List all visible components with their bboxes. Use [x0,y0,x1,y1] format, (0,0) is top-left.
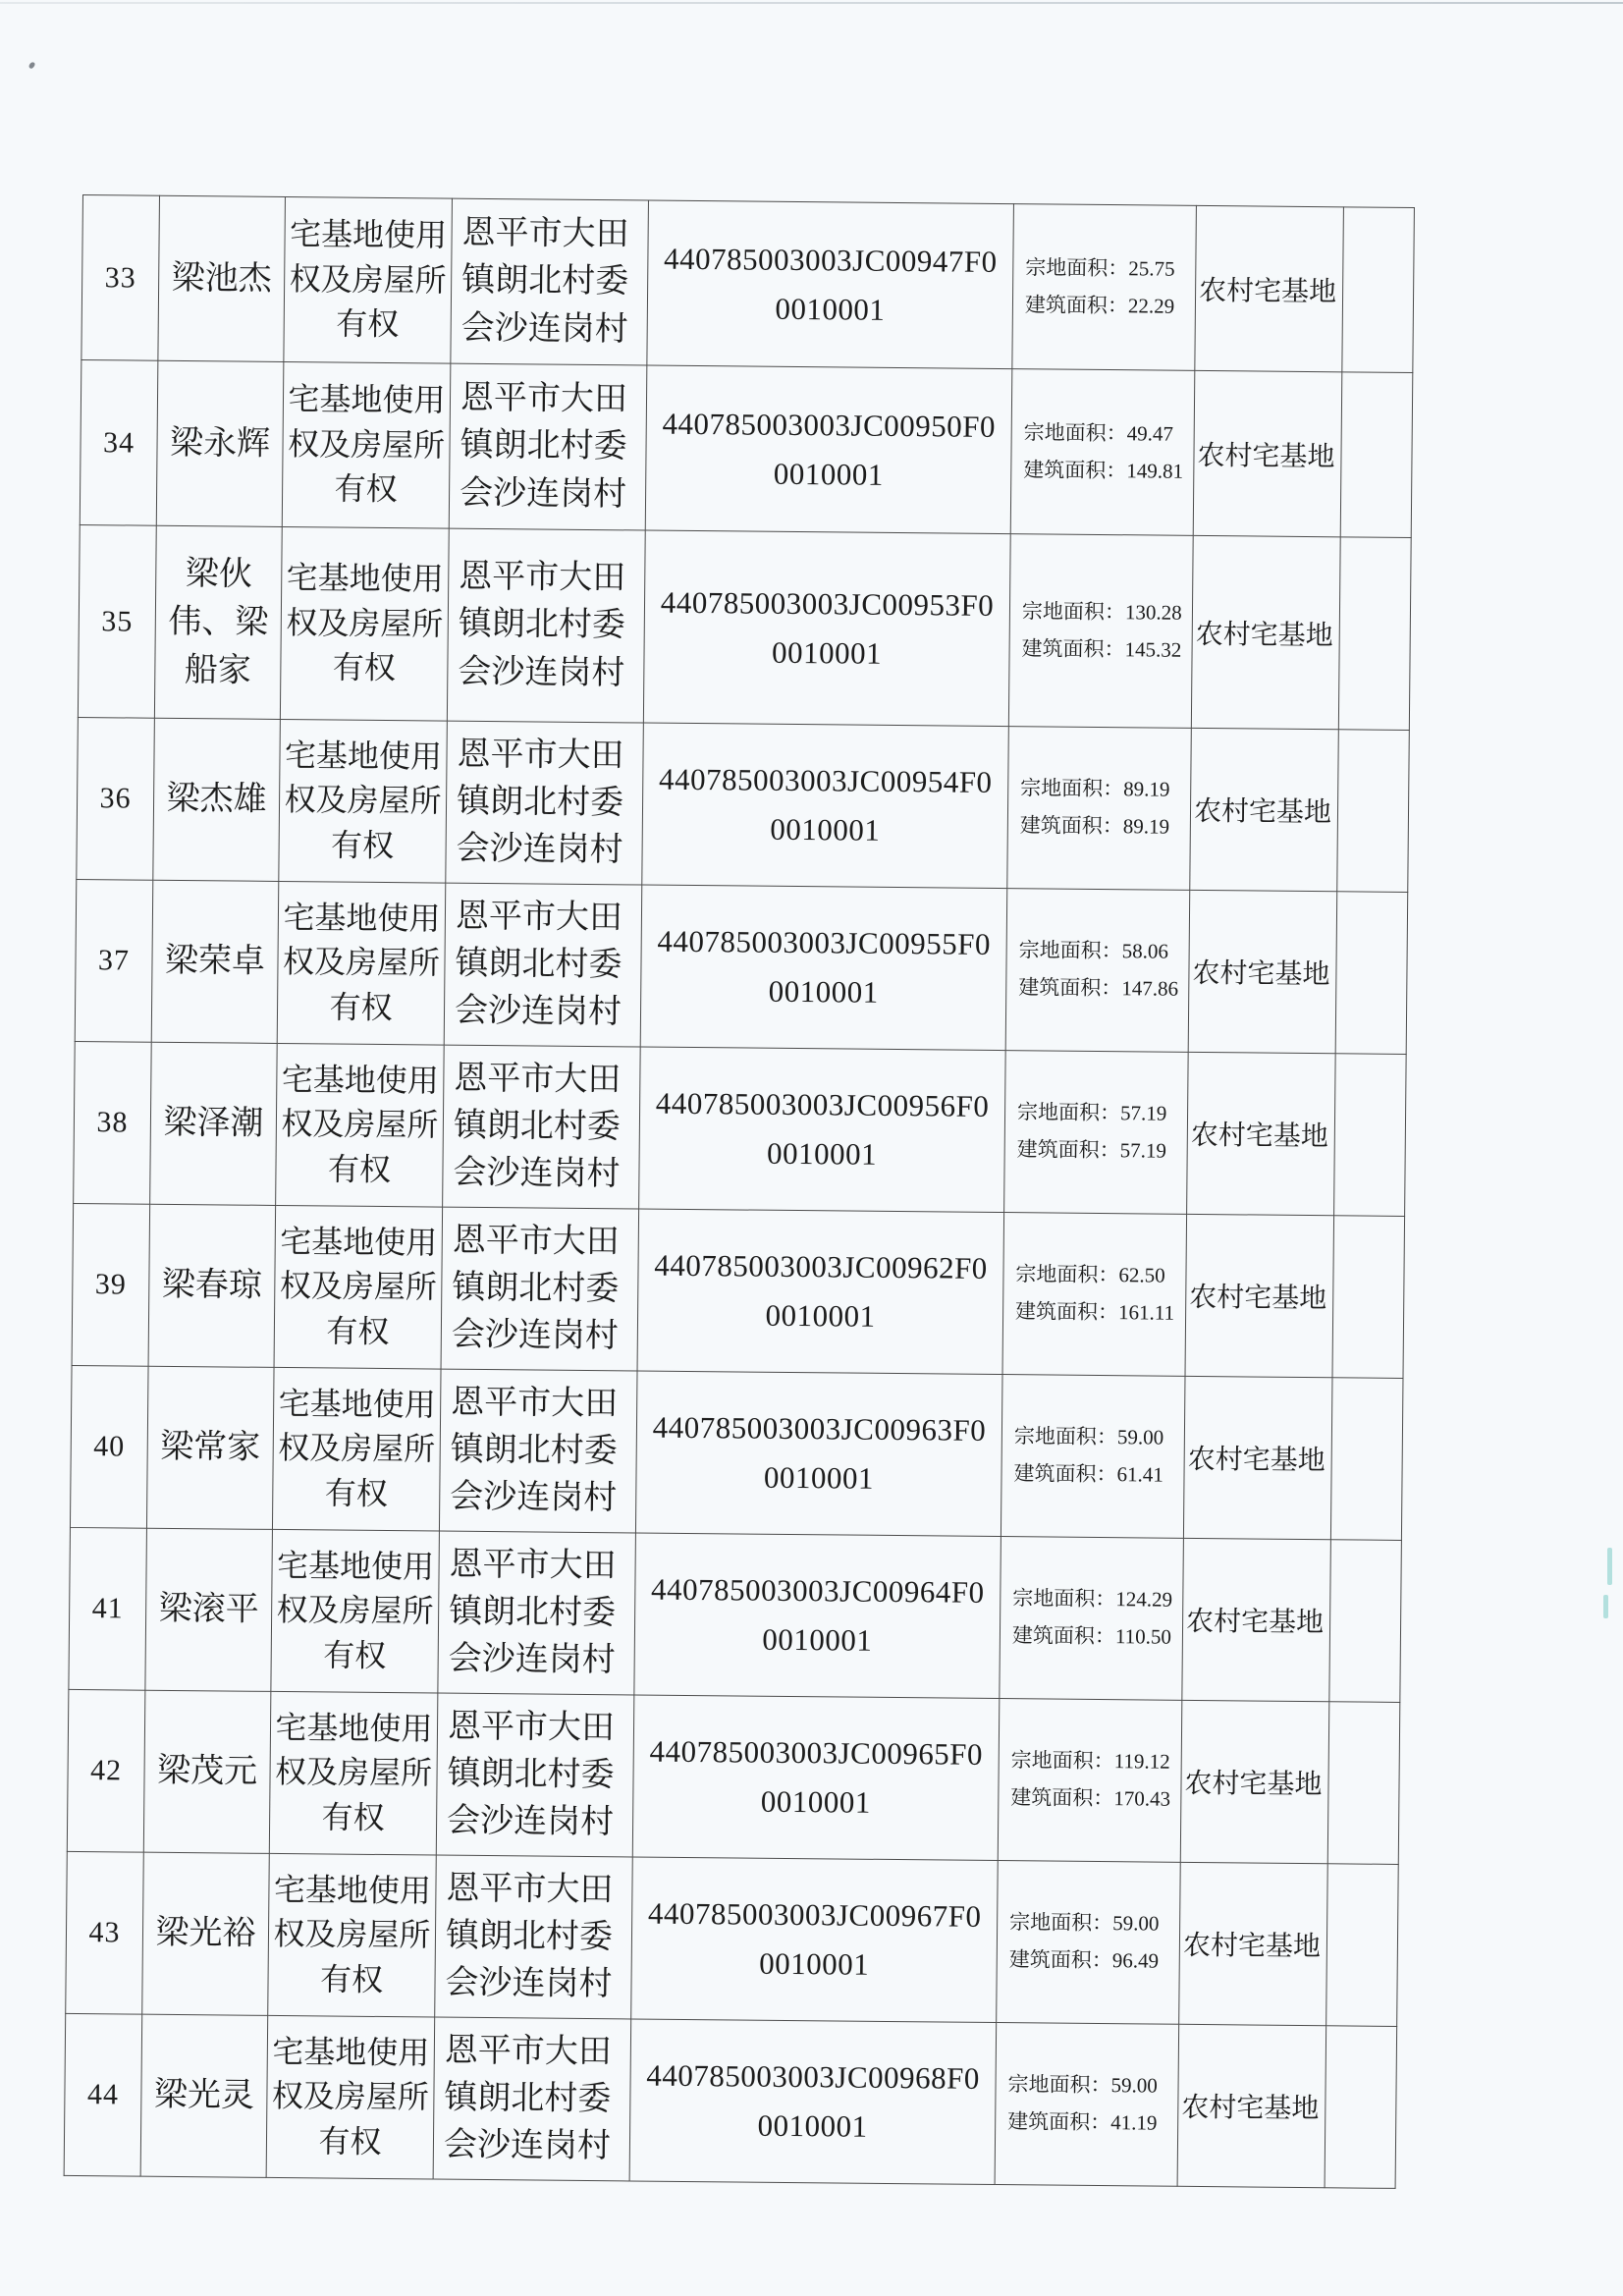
cell-owner-name: 梁光裕 [142,1852,270,2015]
cell-purpose: 农村宅基地 [1183,1376,1332,1539]
scan-mark-cyan [1607,1548,1612,1585]
cell-serial-number: 41 [69,1527,147,1690]
cell-empty [1338,537,1411,731]
cell-areas [1005,889,1190,1053]
cell-serial-number: 37 [75,879,153,1042]
table-row [72,1203,1405,1378]
cell-purpose: 农村宅基地 [1188,890,1337,1053]
cell-parcel-number: 440785003003JC00967F00010001 [631,1857,999,2023]
cell-location: 恩平市大田镇朗北村委会沙连岗村 [443,1045,641,1209]
cell-serial-number: 42 [67,1689,145,1852]
cell-areas [1010,369,1195,536]
building-area-value: 161.11 [1118,1300,1175,1325]
cell-right-type: 宅基地使用权及房屋所有权 [282,361,451,528]
cell-parcel-number: 440785003003JC00947F00010001 [647,200,1014,369]
plot-area-label: 宗地面积： [1009,1910,1113,1936]
building-area-label: 建筑面积： [1015,1299,1119,1325]
building-area-value: 147.86 [1121,976,1179,1001]
land-register-table [64,194,1414,2189]
cell-areas [1001,1375,1185,1539]
plot-area-label: 宗地面积： [1007,2072,1111,2098]
plot-area-value: 119.12 [1113,1749,1170,1774]
cell-purpose: 农村宅基地 [1193,370,1342,536]
cell-purpose: 农村宅基地 [1187,1052,1336,1215]
cell-location: 恩平市大田镇朗北村委会沙连岗村 [439,1369,637,1533]
plot-area-value: 62.50 [1118,1263,1165,1287]
cell-empty [1334,1054,1407,1217]
building-area-label: 建筑面积： [1010,1785,1114,1811]
cell-empty [1342,207,1415,373]
plot-area-label: 宗地面积： [1025,254,1129,280]
cell-empty [1330,1378,1403,1541]
table-row [75,879,1408,1054]
cell-areas [1012,204,1197,371]
cell-empty [1326,1864,1399,2027]
building-area-label: 建筑面积： [1007,2109,1111,2135]
cell-location: 恩平市大田镇朗北村委会沙连岗村 [451,198,649,365]
plot-area-label: 宗地面积： [1018,938,1122,963]
cell-right-type: 宅基地使用权及房屋所有权 [269,1691,438,1855]
cell-purpose: 农村宅基地 [1182,1538,1331,1701]
plot-area-value: 59.00 [1110,2073,1158,2098]
cell-location: 恩平市大田镇朗北村委会沙连岗村 [447,528,645,723]
cell-owner-name: 梁春琼 [148,1204,276,1367]
cell-purpose: 农村宅基地 [1195,205,1344,371]
building-area-value: 110.50 [1114,1624,1172,1649]
cell-location: 恩平市大田镇朗北村委会沙连岗村 [446,721,644,885]
cell-right-type: 宅基地使用权及房屋所有权 [280,526,449,721]
cell-areas [997,1861,1181,2025]
cell-empty [1337,730,1410,893]
table-row [74,1041,1407,1216]
cell-purpose: 农村宅基地 [1191,535,1340,729]
plot-area-value: 25.75 [1128,255,1175,281]
cell-right-type: 宅基地使用权及房屋所有权 [284,196,453,363]
building-area-label: 建筑面积： [1019,813,1123,839]
plot-area-value: 49.47 [1126,420,1174,446]
cell-areas [1000,1537,1184,1701]
building-area-label: 建筑面积： [1011,1623,1116,1649]
cell-parcel-number: 440785003003JC00962F00010001 [637,1209,1004,1375]
cell-serial-number: 35 [78,524,156,718]
cell-owner-name: 梁永辉 [156,360,284,526]
cell-right-type: 宅基地使用权及房屋所有权 [279,719,448,883]
cell-owner-name: 梁光灵 [140,2014,268,2177]
cell-parcel-number: 440785003003JC00963F00010001 [635,1371,1002,1537]
plot-area-label: 宗地面积： [1021,598,1126,624]
cell-owner-name: 梁杰雄 [153,718,281,881]
building-area-value: 170.43 [1113,1786,1171,1811]
cell-location: 恩平市大田镇朗北村委会沙连岗村 [435,1855,633,2019]
table-row [70,1365,1403,1540]
building-area-value: 22.29 [1127,293,1175,318]
scan-mark-cyan [1603,1595,1608,1618]
cell-location: 恩平市大田镇朗北村委会沙连岗村 [441,1207,639,1371]
building-area-label: 建筑面积： [1008,1947,1112,1973]
plot-area-label: 宗地面积： [1015,1262,1119,1287]
cell-right-type: 宅基地使用权及房屋所有权 [277,881,446,1045]
cell-owner-name: 梁泽潮 [150,1042,278,1205]
cell-empty [1332,1216,1405,1379]
cell-areas [995,2023,1179,2187]
building-area-value: 61.41 [1116,1462,1163,1487]
cell-serial-number: 33 [81,195,160,361]
plot-area-value: 130.28 [1124,599,1182,625]
cell-serial-number: 34 [80,359,158,525]
cell-serial-number: 39 [72,1203,150,1366]
cell-serial-number: 36 [77,717,155,880]
plot-area-label: 宗地面积： [1023,419,1127,445]
building-area-label: 建筑面积： [1013,1461,1117,1487]
table-row [77,717,1410,892]
cell-location: 恩平市大田镇朗北村委会沙连岗村 [433,2017,631,2181]
cell-location: 恩平市大田镇朗北村委会沙连岗村 [438,1531,636,1695]
cell-parcel-number: 440785003003JC00955F00010001 [640,885,1007,1051]
plot-area-value: 59.00 [1116,1425,1164,1449]
plot-area-value: 89.19 [1123,777,1170,801]
plot-area-value: 59.00 [1112,1911,1160,1936]
building-area-label: 建筑面积： [1023,457,1127,482]
cell-right-type: 宅基地使用权及房屋所有权 [271,1529,440,1693]
cell-right-type: 宅基地使用权及房屋所有权 [276,1043,445,1207]
scan-edge-line [0,2,1623,4]
cell-owner-name: 梁伙伟、梁船家 [154,525,282,719]
plot-area-label: 宗地面积： [1013,1424,1118,1449]
cell-serial-number: 40 [70,1365,148,1528]
cell-areas [1007,727,1192,891]
plot-area-label: 宗地面积： [1016,1100,1121,1125]
cell-purpose: 农村宅基地 [1190,728,1339,891]
cell-empty [1325,2026,1397,2189]
cell-areas [1008,534,1193,729]
table-row [69,1527,1402,1702]
cell-owner-name: 梁常家 [146,1366,274,1529]
cell-purpose: 农村宅基地 [1180,1700,1329,1863]
cell-owner-name: 梁茂元 [143,1690,271,1853]
scan-speck [28,61,36,70]
cell-location: 恩平市大田镇朗北村委会沙连岗村 [444,883,642,1047]
cell-empty [1335,892,1408,1055]
table-row [67,1689,1400,1864]
plot-area-label: 宗地面积： [1020,776,1124,801]
plot-area-value: 58.06 [1121,939,1169,963]
plot-area-value: 57.19 [1119,1101,1167,1125]
cell-right-type: 宅基地使用权及房屋所有权 [266,2015,435,2179]
cell-serial-number: 43 [66,1851,144,2014]
building-area-label: 建筑面积： [1018,975,1122,1001]
cell-location: 恩平市大田镇朗北村委会沙连岗村 [449,363,647,530]
cell-serial-number: 44 [64,2013,142,2176]
cell-parcel-number: 440785003003JC00953F00010001 [643,530,1010,727]
cell-empty [1327,1702,1400,1865]
cell-right-type: 宅基地使用权及房屋所有权 [268,1853,437,2017]
table-row [78,524,1411,730]
cell-owner-name: 梁池杰 [158,195,286,361]
cell-parcel-number: 440785003003JC00954F00010001 [642,723,1009,889]
cell-owner-name: 梁滚平 [145,1528,273,1691]
cell-purpose: 农村宅基地 [1185,1214,1334,1377]
cell-parcel-number: 440785003003JC00965F00010001 [632,1695,1000,1861]
cell-parcel-number: 440785003003JC00964F00010001 [634,1533,1001,1699]
table-row [64,2013,1397,2188]
plot-area-value: 124.29 [1115,1587,1173,1612]
building-area-value: 57.19 [1119,1138,1167,1163]
cell-areas [998,1699,1182,1863]
building-area-label: 建筑面积： [1024,292,1129,317]
cell-purpose: 农村宅基地 [1177,2024,1326,2187]
building-area-value: 89.19 [1122,814,1170,839]
cell-purpose: 农村宅基地 [1179,1862,1328,2025]
cell-right-type: 宅基地使用权及房屋所有权 [274,1205,443,1369]
cell-areas [1002,1213,1187,1377]
plot-area-label: 宗地面积： [1010,1748,1114,1774]
cell-parcel-number: 440785003003JC00956F00010001 [639,1047,1006,1213]
building-area-value: 145.32 [1124,636,1182,662]
cell-empty [1340,372,1413,538]
building-area-value: 149.81 [1126,458,1184,483]
table-row [66,1851,1399,2026]
table-row [81,195,1415,373]
building-area-label: 建筑面积： [1016,1137,1120,1163]
land-register-table-grid [64,194,1415,2189]
plot-area-label: 宗地面积： [1012,1586,1116,1612]
cell-areas [1004,1051,1189,1215]
cell-right-type: 宅基地使用权及房屋所有权 [272,1367,441,1531]
cell-parcel-number: 440785003003JC00968F00010001 [629,2019,997,2185]
cell-empty [1329,1540,1402,1703]
cell-location: 恩平市大田镇朗北村委会沙连岗村 [436,1693,634,1857]
cell-owner-name: 梁荣卓 [151,880,279,1043]
cell-serial-number: 38 [74,1041,152,1204]
cell-parcel-number: 440785003003JC00950F00010001 [645,365,1012,534]
building-area-value: 96.49 [1111,1948,1160,1973]
building-area-value: 41.19 [1110,2110,1158,2135]
building-area-label: 建筑面积： [1021,635,1125,661]
table-row [80,359,1413,537]
